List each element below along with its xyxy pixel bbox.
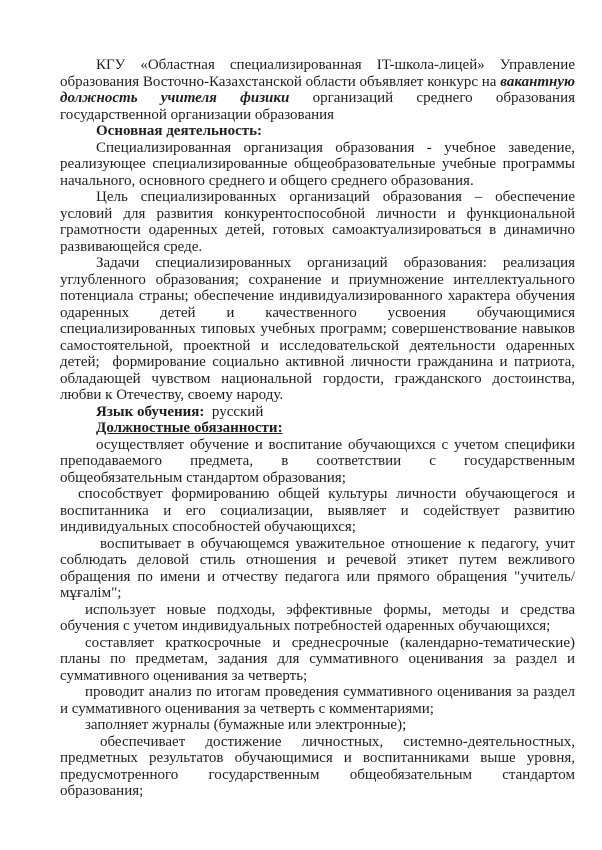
paragraph — [60, 437, 575, 487]
text-segment: русский — [204, 403, 264, 420]
text-segment: осуществляет обучение и воспитание обучающихся с учетом специфики преподаваемого предмета, в соответствии с государственным общеобязательным стандартом образования; — [60, 436, 575, 486]
paragraph — [60, 255, 575, 404]
paragraph — [60, 404, 575, 421]
text-segment: Задачи специализированных организаций образования: реализация углубленного образования; сохранение и приумножение интеллектуального потенциала страны; обеспечение индивидуализированного характера обучения одаренных детей и качественного усвоения обучающимися специализированных типовых учебных программ; совершенствование навыков самостоятельной, проектной и исследовательской деятельности одаренных детей; формирование социально активной личности гражданина и патриота, обладающей чувством национальной гордости, гражданского достоинства, любви к Отечеству, своему народу. — [60, 255, 575, 403]
text-segment: Цель специализированных организаций образования – обеспечение условий для развития конкурентоспособной личности и функциональной грамотности одаренных детей, готовых самоактуализироваться в динамично развивающейся среде. — [60, 189, 575, 255]
text-segment: способствует формированию общей культуры личности обучающегося и воспитанника и его социализации, выявляет и содействует развитию индивидуальных способностей обучающихся; — [60, 486, 575, 535]
text-segment: вакантную должность учителя физики — [60, 73, 575, 106]
paragraph — [60, 717, 575, 734]
text-segment: организаций среднего образования государственной организации образования — [60, 90, 576, 123]
text-segment: заполняет журналы (бумажные или электронные); — [85, 717, 407, 733]
paragraph — [60, 486, 575, 536]
paragraph — [60, 635, 575, 685]
text-segment: Язык обучения: — [96, 403, 205, 420]
text-segment: проводит анализ по итогам проведения суммативного оценивания за раздел и суммативного оценивания за четверть с комментариями; — [60, 684, 575, 717]
text-segment: КГУ «Областная специализированная IT-школа-лицей» Управление образования Восточно-Казахстанской области объявляет конкурс на — [60, 57, 575, 90]
paragraph — [60, 684, 575, 717]
paragraph — [60, 536, 575, 602]
text-segment: составляет краткосрочные и среднесрочные (календарно-тематические) планы по предметам, задания для суммативного оценивания за раздел и суммативного оценивания за четверть; — [60, 634, 575, 684]
text-segment: использует новые подходы, эффективные формы, методы и средства обучения с учетом индивидуальных потребностей одаренных обучающихся; — [60, 601, 575, 634]
paragraph — [60, 140, 575, 190]
paragraph — [60, 123, 575, 140]
document-body — [60, 57, 575, 800]
text-segment: воспитывает в обучающемся уважительное отношение к педагогу, учит соблюдать деловой стиль отношения и речевой этикет путем вежливого обращения по имени и отчеству педагога или прямого обращения "учитель/мұғалім"; — [60, 535, 575, 601]
text-segment: Основная деятельность: — [96, 123, 263, 139]
paragraph — [60, 734, 575, 800]
paragraph — [60, 602, 575, 635]
text-segment: Должностные обязанности: — [96, 420, 283, 436]
paragraph — [60, 189, 575, 255]
paragraph — [60, 57, 575, 123]
text-segment: обеспечивает достижение личностных, системно-деятельностных, предметных результатов обучающимися и воспитанниками выше уровня, предусмотренного государственным общеобязательным стандартом образования; — [60, 733, 575, 799]
text-segment: Специализированная организация образования - учебное заведение, реализующее специализированные общеобразовательные учебные программы начального, основного среднего и общего среднего образования. — [60, 139, 575, 189]
paragraph — [60, 420, 575, 437]
